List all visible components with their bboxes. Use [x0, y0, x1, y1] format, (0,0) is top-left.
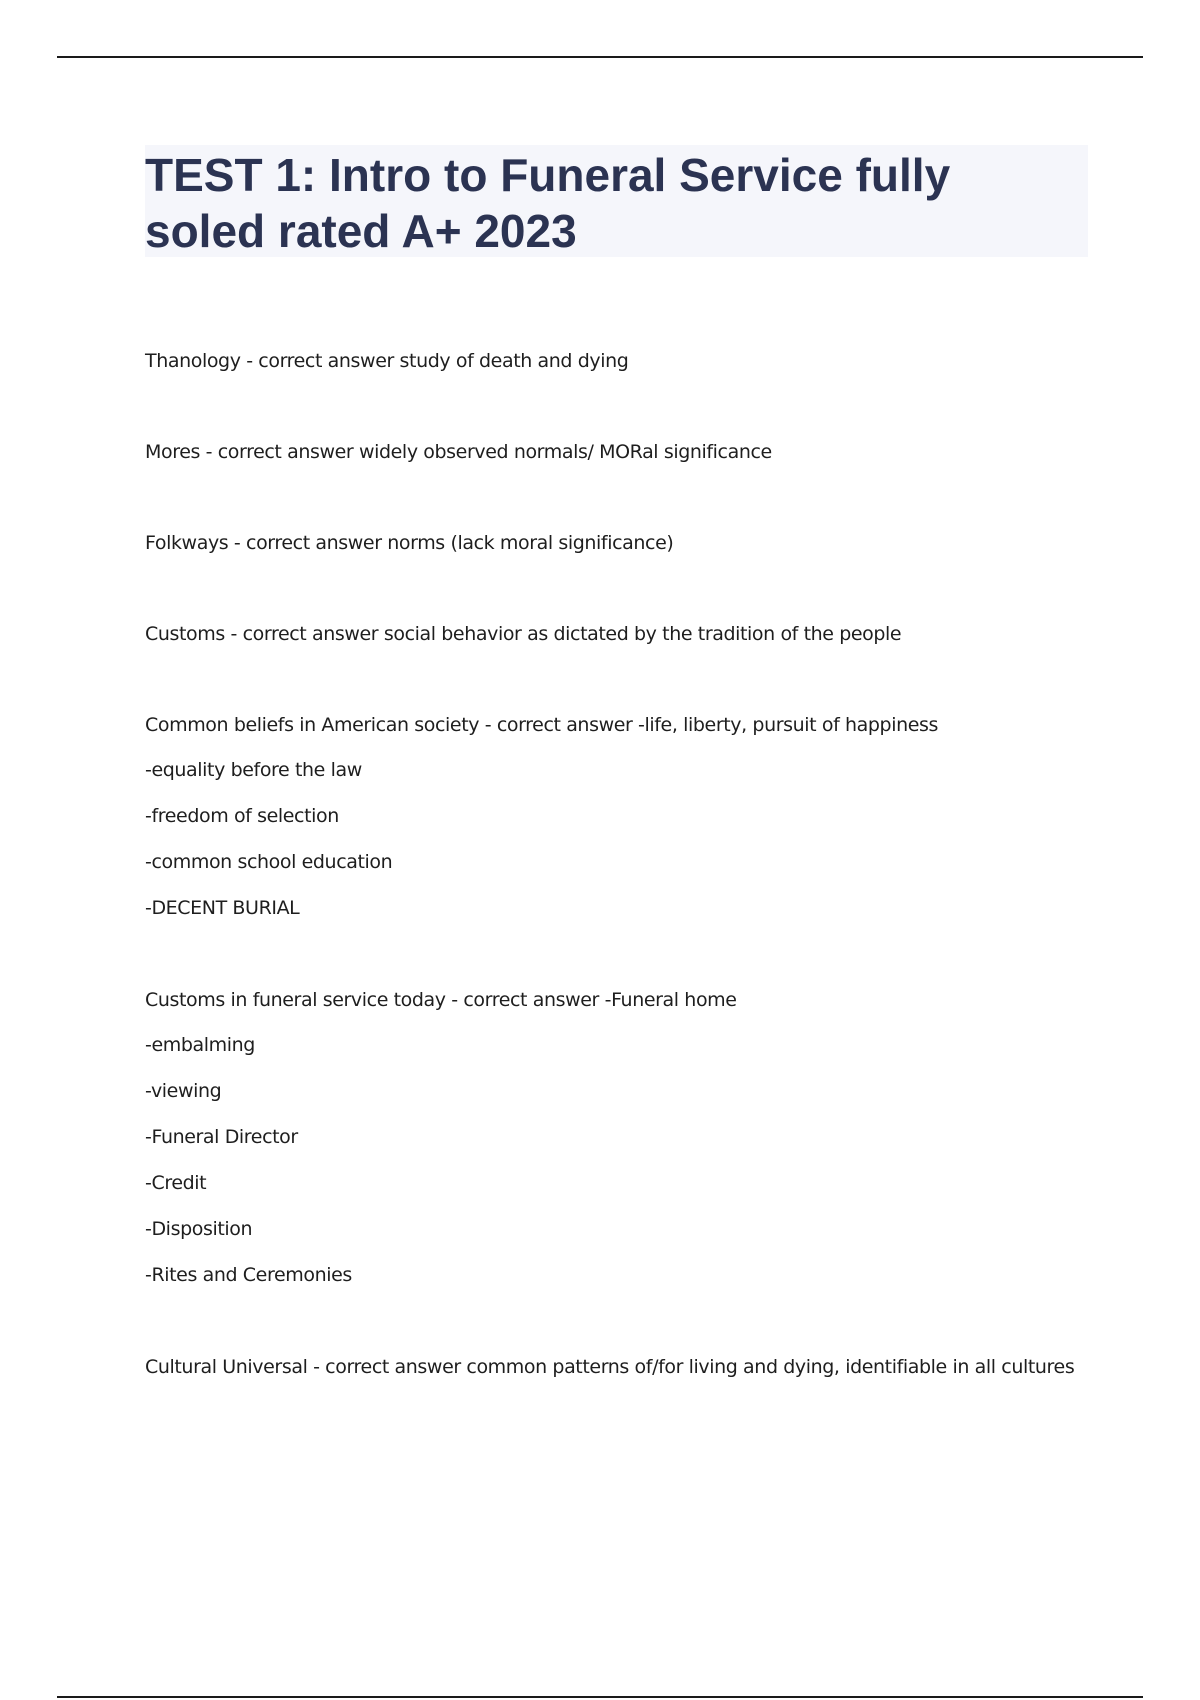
qa-entry	[145, 435, 1145, 480]
qa-answer-line: -Rites and Ceremonies	[145, 1264, 352, 1286]
qa-entry	[145, 708, 1145, 937]
qa-answer-line: -equality before the law	[145, 759, 362, 781]
document-title: TEST 1: Intro to Funeral Service fully soled rated A+ 2023	[145, 149, 951, 257]
qa-answer-line: -freedom of selection	[145, 805, 339, 827]
qa-term-line: Common beliefs in American society - correct answer -life, liberty, pursuit of happiness	[145, 714, 939, 736]
qa-term-line: Thanology - correct answer study of death and dying	[145, 350, 629, 372]
qa-entry	[145, 617, 1145, 662]
qa-entry	[145, 983, 1145, 1304]
qa-term-line: Cultural Universal - correct answer common patterns of/for living and dying, identifiable in all cultures	[145, 1356, 1075, 1378]
qa-answer-line: -DECENT BURIAL	[145, 897, 300, 919]
qa-entry	[145, 1350, 1145, 1395]
qa-answer-line: -Credit	[145, 1172, 207, 1194]
bottom-rule	[57, 1696, 1143, 1698]
qa-answer-line: -embalming	[145, 1034, 255, 1056]
qa-list	[145, 344, 1145, 1395]
top-rule	[57, 56, 1143, 58]
qa-term-line: Customs in funeral service today - correct answer -Funeral home	[145, 989, 737, 1011]
qa-entry	[145, 526, 1145, 571]
qa-term-line: Folkways - correct answer norms (lack moral significance)	[145, 532, 674, 554]
qa-answer-line: -viewing	[145, 1080, 222, 1102]
qa-term-line: Customs - correct answer social behavior as dictated by the tradition of the people	[145, 623, 902, 645]
qa-answer-line: -Funeral Director	[145, 1126, 298, 1148]
qa-term-line: Mores - correct answer widely observed normals/ MORal significance	[145, 441, 772, 463]
qa-entry	[145, 344, 1145, 389]
qa-answer-line: -Disposition	[145, 1218, 253, 1240]
qa-answer-line: -common school education	[145, 851, 393, 873]
